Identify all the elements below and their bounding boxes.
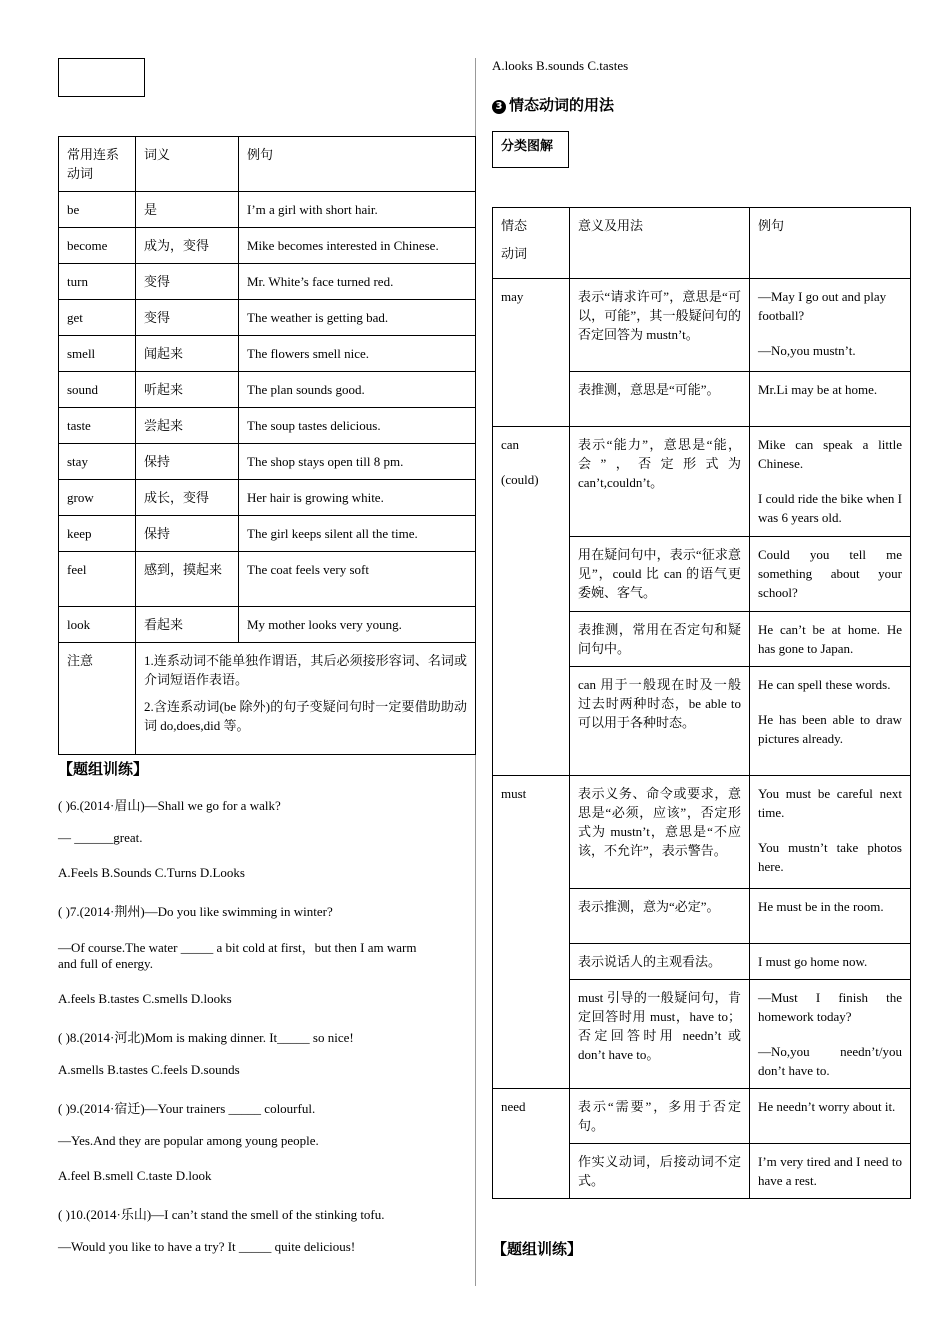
meaning-cell: 保持	[136, 516, 239, 552]
verb-cell: be	[59, 192, 136, 228]
usage-cell: 作实义动词，后接动词不定式。	[570, 1144, 750, 1199]
header-example: 例句	[239, 137, 476, 192]
table-row	[59, 607, 476, 643]
table-row	[59, 372, 476, 408]
example-cell: The coat feels very soft	[239, 552, 476, 607]
header-modal: 情态 动词	[493, 208, 570, 279]
modal-verb-table	[492, 207, 911, 1199]
table-row	[493, 279, 911, 372]
usage-cell: 表示义务、命令或要求，意思是“必须，应该”，否定形式为 mustn’t，意思是“不应该，不允许”，表示警告。	[570, 776, 750, 889]
verb-cell: stay	[59, 444, 136, 480]
table-row	[59, 552, 476, 607]
example-cell: Mike becomes interested in Chinese.	[239, 228, 476, 264]
usage-cell: 表示“能力”，意思是“能，会”，否定形式为 can’t,couldn’t。	[570, 427, 750, 537]
section-heading	[492, 94, 614, 115]
example-cell: —May I go out and play football? —No,you mustn’t.	[750, 279, 911, 372]
meaning-cell: 成为，变得	[136, 228, 239, 264]
verb-cell: get	[59, 300, 136, 336]
example-cell: He can’t be at home. He has gone to Japan.	[750, 612, 911, 667]
example-cell: The soup tastes delicious.	[239, 408, 476, 444]
modal-must: must	[493, 776, 570, 1089]
usage-cell: 表示“请求许可”，意思是“可以，可能”，其一般疑问句的否定回答为 mustn’t。	[570, 279, 750, 372]
exercise-line: ( )8.(2014·河北)Mom is making dinner. It_____ so nice!	[58, 1030, 354, 1045]
example-cell: The weather is getting bad.	[239, 300, 476, 336]
exercise-line: ( )10.(2014·乐山)—I can’t stand the smell of the stinking tofu.	[58, 1207, 385, 1222]
example-cell: He needn’t worry about it.	[750, 1089, 911, 1144]
table-row	[59, 300, 476, 336]
meaning-cell: 听起来	[136, 372, 239, 408]
table-row	[59, 264, 476, 300]
example-cell: He must be in the room.	[750, 889, 911, 944]
verb-cell: look	[59, 607, 136, 643]
usage-cell: 表推测，常用在否定句和疑问句中。	[570, 612, 750, 667]
verb-cell: feel	[59, 552, 136, 607]
note-2: 2.含连系动词(be 除外)的句子变疑问句时一定要借助助动词 do,does,did 等。	[144, 699, 467, 733]
example-cell: He can spell these words. He has been able to draw pictures already.	[750, 667, 911, 776]
meaning-cell: 成长，变得	[136, 480, 239, 516]
section-title: 情态动词的用法	[509, 96, 615, 114]
verb-cell: keep	[59, 516, 136, 552]
meaning-cell: 变得	[136, 300, 239, 336]
exercise-line: — ______great.	[58, 830, 143, 845]
example-cell: The flowers smell nice.	[239, 336, 476, 372]
example-cell: —Must I finish the homework today? —No,you needn’t/you don’t have to.	[750, 980, 911, 1089]
options-line: A.looks B.sounds C.tastes	[492, 58, 629, 73]
header-verb: 常用连系动词	[59, 137, 136, 192]
usage-cell: 表示“需要”，多用于否定句。	[570, 1089, 750, 1144]
blank-box	[58, 58, 145, 97]
number-3-icon: 3	[492, 100, 506, 114]
meaning-cell: 尝起来	[136, 408, 239, 444]
meaning-cell: 是	[136, 192, 239, 228]
verb-cell: taste	[59, 408, 136, 444]
exercise-line: A.smells B.tastes C.feels D.sounds	[58, 1062, 240, 1077]
exercise-line: —Yes.And they are popular among young people.	[58, 1133, 319, 1148]
exercise-line: —Of course.The water _____ a bit cold at first，but then I am warm	[58, 940, 417, 955]
table-row	[59, 444, 476, 480]
example-cell: You must be careful next time. You mustn’t take photos here.	[750, 776, 911, 889]
table-row	[59, 228, 476, 264]
modal-can: can (could)	[493, 427, 570, 776]
note-1: 1.连系动词不能单独作谓语，其后必须接形容词、名词或介词短语作表语。	[144, 653, 467, 687]
example-cell: Mike can speak a little Chinese. I could ride the bike when I was 6 years old.	[750, 427, 911, 537]
example-cell: Could you tell me something about your school?	[750, 537, 911, 612]
exercise-line: A.feel B.smell C.taste D.look	[58, 1168, 212, 1183]
note-label: 注意	[59, 643, 136, 755]
usage-cell: can 用于一般现在时及一般过去时两种时态，be able to 可以用于各种时态。	[570, 667, 750, 776]
example-cell: The shop stays open till 8 pm.	[239, 444, 476, 480]
example-cell: My mother looks very young.	[239, 607, 476, 643]
usage-cell: 表推测，意思是“可能”。	[570, 372, 750, 427]
table-row	[493, 427, 911, 537]
usage-cell: 表示推测，意为“必定”。	[570, 889, 750, 944]
exercise-line: A.feels B.tastes C.smells D.looks	[58, 991, 232, 1006]
meaning-cell: 变得	[136, 264, 239, 300]
exercise-line: —Would you like to have a try? It _____ quite delicious!	[58, 1239, 356, 1254]
example-cell: Mr. White’s face turned red.	[239, 264, 476, 300]
linking-verb-table	[58, 136, 476, 755]
table-row	[59, 643, 476, 755]
table-row	[493, 1089, 911, 1144]
example-cell: The girl keeps silent all the time.	[239, 516, 476, 552]
usage-cell: 表示说话人的主观看法。	[570, 944, 750, 980]
table-header-row	[59, 137, 476, 192]
header-meaning: 词义	[136, 137, 239, 192]
table-row	[59, 408, 476, 444]
table-row	[59, 192, 476, 228]
example-cell: I’m very tired and I need to have a rest.	[750, 1144, 911, 1199]
exercise-line: A.Feels B.Sounds C.Turns D.Looks	[58, 865, 245, 880]
header-usage: 意义及用法	[570, 208, 750, 279]
example-cell: Mr.Li may be at home.	[750, 372, 911, 427]
usage-cell: must 引导的一般疑问句，肯定回答时用 must，have to；否定回答时用 needn’t 或 don’t have to。	[570, 980, 750, 1089]
modal-may: may	[493, 279, 570, 427]
example-cell: I must go home now.	[750, 944, 911, 980]
modal-need: need	[493, 1089, 570, 1199]
table-header-row	[493, 208, 911, 279]
example-cell: The plan sounds good.	[239, 372, 476, 408]
category-diagram-label: 分类图解	[492, 131, 569, 168]
verb-cell: sound	[59, 372, 136, 408]
verb-cell: smell	[59, 336, 136, 372]
table-row	[59, 516, 476, 552]
meaning-cell: 感到，摸起来	[136, 552, 239, 607]
exercise-line: ( )6.(2014·眉山)—Shall we go for a walk?	[58, 798, 281, 813]
exercise-line: ( )7.(2014·荆州)—Do you like swimming in winter?	[58, 904, 333, 919]
verb-cell: turn	[59, 264, 136, 300]
example-cell: Her hair is growing white.	[239, 480, 476, 516]
table-row	[493, 776, 911, 889]
table-row	[59, 336, 476, 372]
verb-cell: become	[59, 228, 136, 264]
exercise-line: and full of energy.	[58, 956, 153, 971]
meaning-cell: 保持	[136, 444, 239, 480]
exercise-line: ( )9.(2014·宿迁)—Your trainers _____ colourful.	[58, 1101, 316, 1116]
meaning-cell: 闻起来	[136, 336, 239, 372]
header-example: 例句	[750, 208, 911, 279]
exercise-title-right: 【题组训练】	[492, 1240, 583, 1258]
table-row	[59, 480, 476, 516]
note-content	[136, 643, 476, 755]
verb-cell: grow	[59, 480, 136, 516]
meaning-cell: 看起来	[136, 607, 239, 643]
exercise-title-left: 【题组训练】	[58, 760, 149, 778]
usage-cell: 用在疑问句中，表示“征求意见”，could 比 can 的语气更委婉、客气。	[570, 537, 750, 612]
example-cell: I’m a girl with short hair.	[239, 192, 476, 228]
